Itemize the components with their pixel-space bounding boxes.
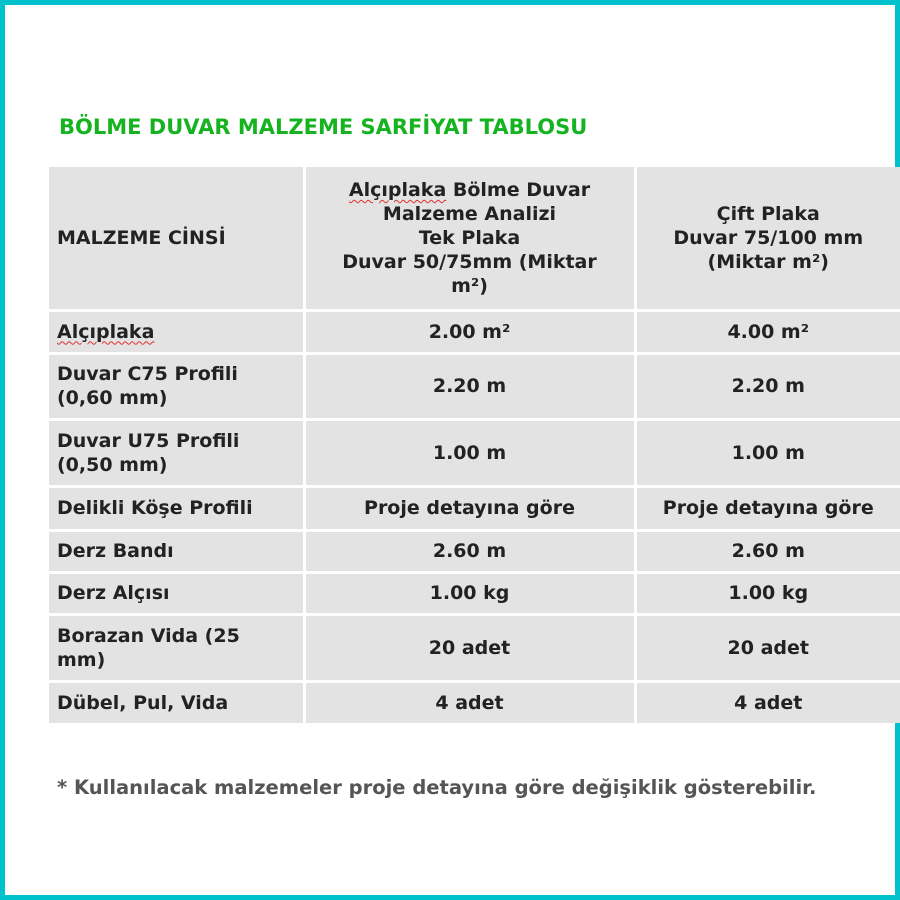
header-single-plate-line: Tek Plaka (418, 226, 521, 249)
table-header-row (49, 167, 900, 310)
header-double-plate-line: Çift Plaka (716, 202, 820, 225)
material-name: Duvar U75 Profili (57, 429, 240, 452)
header-double-plate-line: (Miktar m²) (707, 250, 829, 273)
header-single-plate (304, 167, 635, 310)
material-cell (49, 419, 304, 486)
single-plate-amount: 2.60 m (304, 530, 635, 572)
header-material-type (49, 167, 304, 310)
material-cell (49, 486, 304, 530)
header-double-plate (635, 167, 900, 310)
material-name: Duvar C75 Profili (57, 363, 238, 385)
header-material-type-label: MALZEME CİNSİ (57, 226, 226, 249)
page-title: BÖLME DUVAR MALZEME SARFİYAT TABLOSU (59, 115, 588, 139)
single-plate-amount: 2.00 m² (304, 310, 635, 353)
header-single-plate-word: Alçıplaka (348, 178, 447, 201)
single-plate-amount: 20 adet (304, 614, 635, 681)
header-single-plate-line: Alçıplaka Bölme Duvar (348, 178, 591, 201)
single-plate-amount: Proje detayına göre (304, 486, 635, 530)
material-name: Derz Alçısı (57, 582, 170, 604)
header-single-plate-line: m²) (451, 274, 488, 297)
material-name: (0,60 mm) (57, 387, 168, 409)
table-row (49, 419, 900, 486)
footnote: * Kullanılacak malzemeler proje detayına göre değişiklik gösterebilir. (57, 776, 817, 799)
table-row (49, 614, 900, 681)
material-name: Delikli Köşe Profili (57, 497, 253, 519)
double-plate-amount: 2.20 m (635, 353, 900, 419)
double-plate-amount: 20 adet (635, 614, 900, 681)
double-plate-amount: 1.00 kg (635, 572, 900, 614)
material-name: Derz Bandı (57, 540, 174, 562)
material-name: Borazan Vida (25 (57, 624, 240, 647)
material-name: mm) (57, 648, 106, 671)
double-plate-amount: 4 adet (635, 681, 900, 723)
single-plate-amount: 1.00 kg (304, 572, 635, 614)
table-row (49, 486, 900, 530)
material-cell (49, 681, 304, 723)
table-row (49, 310, 900, 353)
material-cell (49, 572, 304, 614)
header-single-plate-line: Malzeme Analizi (382, 202, 557, 225)
material-name: Dübel, Pul, Vida (57, 691, 229, 714)
double-plate-amount: 1.00 m (635, 419, 900, 486)
double-plate-amount: 2.60 m (635, 530, 900, 572)
table-row (49, 530, 900, 572)
material-name: Alçıplaka (57, 320, 155, 343)
single-plate-amount: 4 adet (304, 681, 635, 723)
header-single-plate-line: Duvar 50/75mm (Miktar (342, 250, 597, 273)
material-cell (49, 310, 304, 353)
table-row (49, 353, 900, 419)
material-consumption-table (49, 167, 900, 723)
material-cell (49, 353, 304, 419)
double-plate-amount: Proje detayına göre (635, 486, 900, 530)
single-plate-amount: 2.20 m (304, 353, 635, 419)
material-name: (0,50 mm) (57, 453, 168, 476)
material-cell (49, 614, 304, 681)
header-double-plate-line: Duvar 75/100 mm (673, 226, 864, 249)
single-plate-amount: 1.00 m (304, 419, 635, 486)
table-row (49, 681, 900, 723)
material-cell (49, 530, 304, 572)
table-row (49, 572, 900, 614)
double-plate-amount: 4.00 m² (635, 310, 900, 353)
